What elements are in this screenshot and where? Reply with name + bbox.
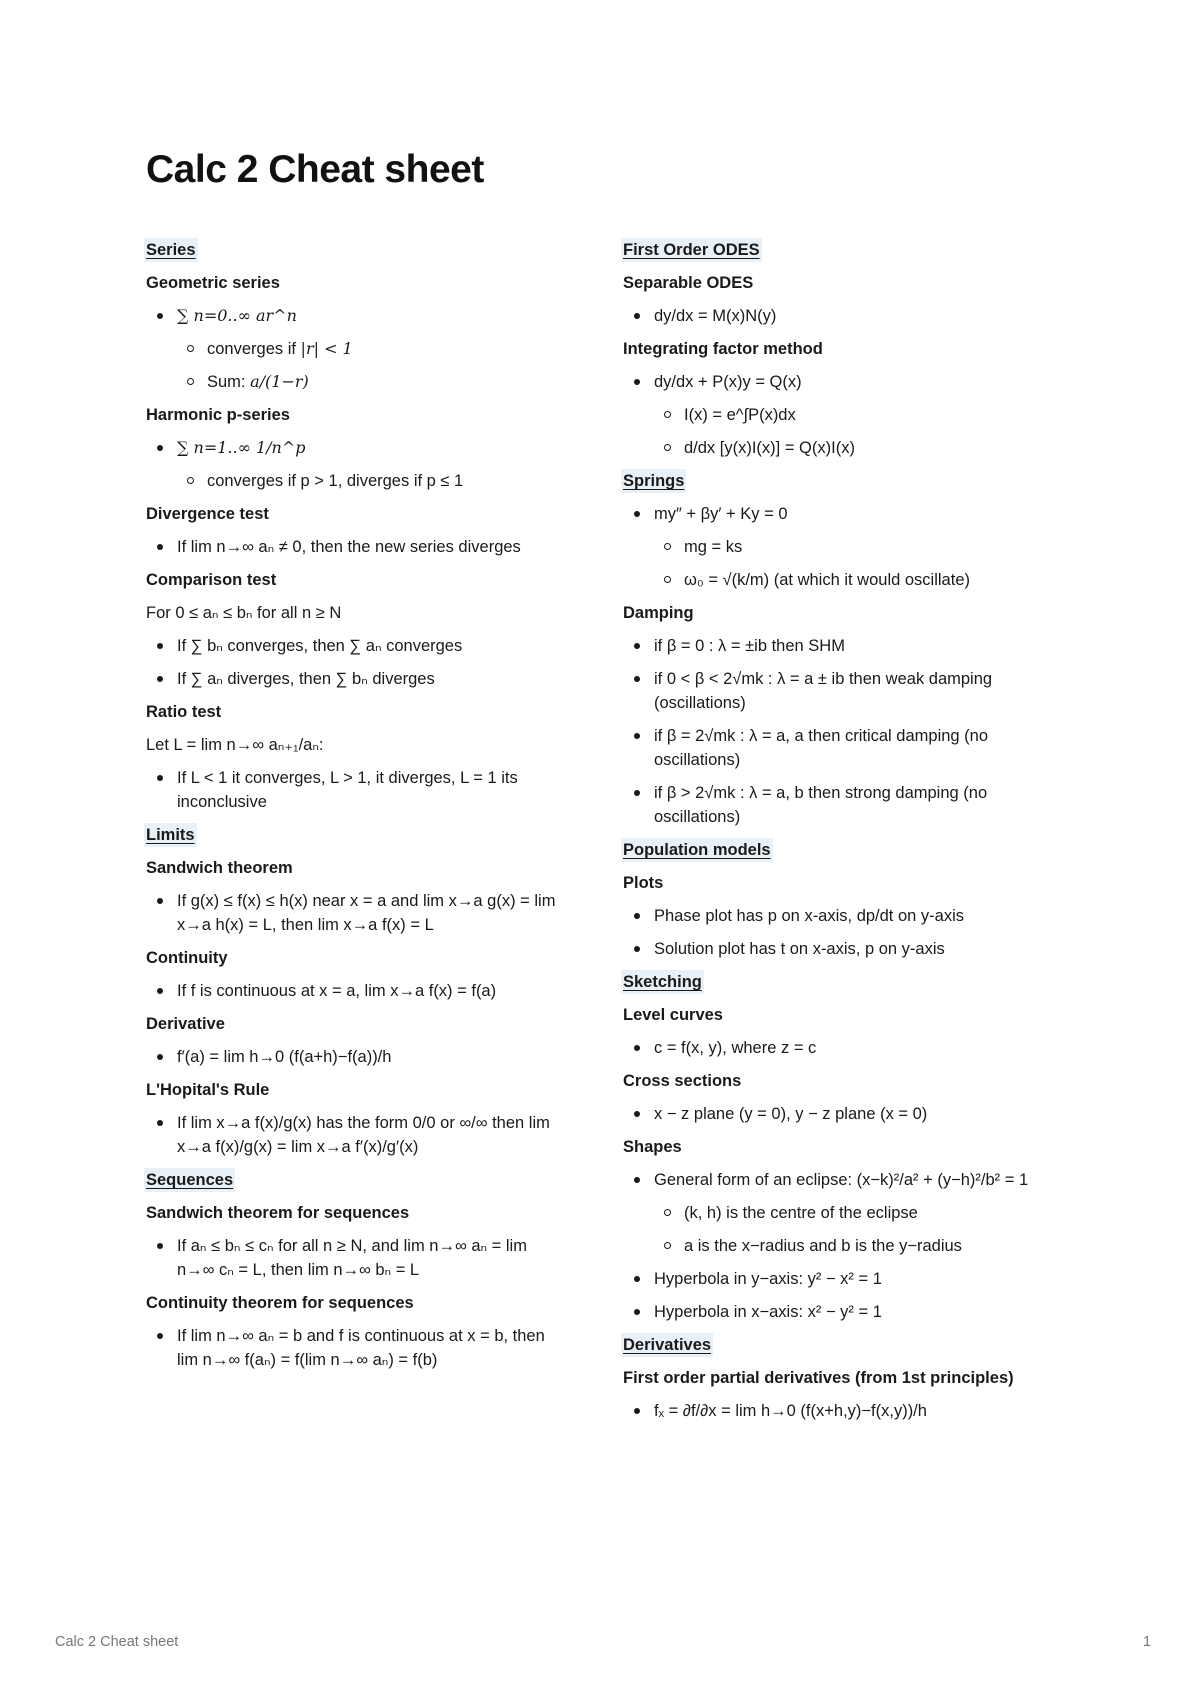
subheading: Cross sections xyxy=(623,1072,742,1090)
hollow-bullet-icon xyxy=(664,444,671,451)
bullet-icon xyxy=(634,511,640,517)
page-title: Calc 2 Cheat sheet xyxy=(146,148,484,191)
bullet-icon xyxy=(634,733,640,739)
subheading: Continuity theorem for sequences xyxy=(146,1294,414,1312)
sub-bullet-item xyxy=(623,436,1063,460)
bullet-icon xyxy=(157,676,163,682)
item-text: mg = ks xyxy=(684,538,743,556)
item-text: If L < 1 it converges, L > 1, it diverges, L = 1 its inconclusive xyxy=(177,769,518,811)
hollow-bullet-icon xyxy=(187,345,194,352)
bullet-item xyxy=(623,937,1063,961)
bullet-icon xyxy=(634,790,640,796)
hollow-bullet-icon xyxy=(664,1242,671,1249)
sub-bullet-item xyxy=(623,403,1063,427)
subheading: Damping xyxy=(623,604,694,622)
section-heading: Population models xyxy=(621,838,773,862)
bullet-item xyxy=(146,766,566,814)
bullet-icon xyxy=(634,379,640,385)
subheading: Comparison test xyxy=(146,571,277,589)
subheading: Separable ODES xyxy=(623,274,754,292)
bullet-icon xyxy=(157,775,163,781)
section-heading: Springs xyxy=(621,469,686,493)
bullet-icon xyxy=(157,1120,163,1126)
bullet-icon xyxy=(634,1408,640,1414)
hollow-bullet-icon xyxy=(664,1209,671,1216)
item-text: If aₙ ≤ bₙ ≤ cₙ for all n ≥ N, and lim n→∞ aₙ = lim n→∞ cₙ = L, then lim n→∞ bₙ = L xyxy=(177,1237,527,1279)
item-text: fₓ = ∂f/∂x = lim h→0 (f(x+h,y)−f(x,y))/h xyxy=(654,1402,927,1420)
sub-bullet-item xyxy=(146,469,566,493)
bullet-item xyxy=(146,304,566,328)
item-text: Hyperbola in x−axis: x² − y² = 1 xyxy=(654,1303,882,1321)
paragraph: For 0 ≤ aₙ ≤ bₙ for all n ≥ N xyxy=(146,604,342,622)
bullet-icon xyxy=(157,445,163,451)
bullet-icon xyxy=(157,313,163,319)
bullet-icon xyxy=(157,1243,163,1249)
bullet-item xyxy=(146,889,566,937)
subheading: Ratio test xyxy=(146,703,222,721)
subheading: L'Hopital's Rule xyxy=(146,1081,270,1099)
item-text: converges if xyxy=(207,340,301,358)
item-text: f′(a) = lim h→0 (f(a+h)−f(a))/h xyxy=(177,1048,392,1066)
item-text: if β = 2√mk : λ = a, a then critical damping (no oscillations) xyxy=(654,727,989,769)
subheading: Level curves xyxy=(623,1006,723,1024)
bullet-item xyxy=(146,1045,566,1069)
bullet-item xyxy=(623,1267,1063,1291)
item-text: If ∑ aₙ diverges, then ∑ bₙ diverges xyxy=(177,670,435,688)
section-heading: Sketching xyxy=(621,970,704,994)
hollow-bullet-icon xyxy=(664,543,671,550)
footer-title: Calc 2 Cheat sheet xyxy=(55,1634,179,1650)
item-text: if β > 2√mk : λ = a, b then strong damping (no oscillations) xyxy=(654,784,988,826)
item-text: If lim n→∞ aₙ ≠ 0, then the new series diverges xyxy=(177,538,521,556)
item-text: c = f(x, y), where z = c xyxy=(654,1039,817,1057)
bullet-icon xyxy=(634,313,640,319)
hollow-bullet-icon xyxy=(187,477,194,484)
bullet-item xyxy=(623,1300,1063,1324)
bullet-icon xyxy=(634,946,640,952)
item-text: Solution plot has t on x-axis, p on y-axis xyxy=(654,940,945,958)
bullet-item xyxy=(623,1036,1063,1060)
hollow-bullet-icon xyxy=(664,576,671,583)
item-text: dy/dx = M(x)N(y) xyxy=(654,307,777,325)
subheading: Plots xyxy=(623,874,664,892)
subheading: Continuity xyxy=(146,949,228,967)
bullet-item xyxy=(623,1168,1063,1192)
bullet-icon xyxy=(634,1111,640,1117)
subheading: Integrating factor method xyxy=(623,340,823,358)
bullet-icon xyxy=(634,1177,640,1183)
subheading: Geometric series xyxy=(146,274,280,292)
bullet-item xyxy=(146,667,566,691)
item-text: If f is continuous at x = a, lim x→a f(x) = f(a) xyxy=(177,982,497,1000)
section-heading: Series xyxy=(144,238,198,262)
item-text: a is the x−radius and b is the y−radius xyxy=(684,1237,962,1255)
hollow-bullet-icon xyxy=(187,378,194,385)
item-text: Hyperbola in y−axis: y² − x² = 1 xyxy=(654,1270,882,1288)
right-column xyxy=(623,238,1063,1432)
bullet-item xyxy=(623,781,1063,829)
hollow-bullet-icon xyxy=(664,411,671,418)
bullet-item xyxy=(146,1234,566,1282)
sub-bullet-item xyxy=(623,568,1063,592)
math-expression: |r| < 1 xyxy=(300,339,353,358)
subheading: Shapes xyxy=(623,1138,682,1156)
bullet-item xyxy=(146,1111,566,1159)
bullet-icon xyxy=(634,1045,640,1051)
bullet-item xyxy=(623,502,1063,526)
bullet-icon xyxy=(634,643,640,649)
bullet-item xyxy=(623,1102,1063,1126)
math-expression: a/(1−r) xyxy=(250,372,309,391)
item-text: x − z plane (y = 0), y − z plane (x = 0) xyxy=(654,1105,928,1123)
paragraph: Let L = lim n→∞ aₙ₊₁/aₙ: xyxy=(146,736,324,754)
item-text: If lim x→a f(x)/g(x) has the form 0/0 or ∞/∞ then lim x→a f(x)/g(x) = lim x→a f′(x)/g′(x) xyxy=(177,1114,550,1156)
subheading: Harmonic p-series xyxy=(146,406,290,424)
item-text: General form of an eclipse: (x−k)²/a² + (y−h)²/b² = 1 xyxy=(654,1171,1029,1189)
bullet-icon xyxy=(157,898,163,904)
item-text: Phase plot has p on x-axis, dp/dt on y-axis xyxy=(654,907,965,925)
bullet-item xyxy=(146,436,566,460)
section-heading: Sequences xyxy=(144,1168,235,1192)
subheading: Sandwich theorem xyxy=(146,859,293,877)
math-expression: ∑ n=1..∞ 1/n^p xyxy=(177,438,306,457)
bullet-item xyxy=(623,724,1063,772)
item-text: If ∑ bₙ converges, then ∑ aₙ converges xyxy=(177,637,463,655)
bullet-icon xyxy=(157,1333,163,1339)
math-expression: ∑ n=0..∞ ar^n xyxy=(177,306,297,325)
bullet-item xyxy=(623,304,1063,328)
item-text: converges if p > 1, diverges if p ≤ 1 xyxy=(207,472,464,490)
subheading: Divergence test xyxy=(146,505,269,523)
sub-bullet-item xyxy=(623,1201,1063,1225)
item-text: Sum: xyxy=(207,373,251,391)
subheading: First order partial derivatives (from 1st principles) xyxy=(623,1369,1014,1387)
section-heading: First Order ODES xyxy=(621,238,762,262)
subheading: Sandwich theorem for sequences xyxy=(146,1204,410,1222)
subheading: Derivative xyxy=(146,1015,225,1033)
bullet-item xyxy=(623,904,1063,928)
bullet-item xyxy=(623,667,1063,715)
sub-bullet-item xyxy=(146,337,566,361)
page-number: 1 xyxy=(1143,1634,1152,1650)
item-text: If g(x) ≤ f(x) ≤ h(x) near x = a and lim x→a g(x) = lim x→a h(x) = L, then lim x→a f(x) = L xyxy=(177,892,556,934)
left-column xyxy=(146,238,566,1381)
item-text: if β = 0 : λ = ±ib then SHM xyxy=(654,637,845,655)
item-text: If lim n→∞ aₙ = b and f is continuous at x = b, then lim n→∞ f(aₙ) = f(lim n→∞ aₙ) = f(b) xyxy=(177,1327,545,1369)
bullet-icon xyxy=(634,1309,640,1315)
bullet-icon xyxy=(157,988,163,994)
item-text: if 0 < β < 2√mk : λ = a ± ib then weak damping (oscillations) xyxy=(654,670,993,712)
bullet-item xyxy=(146,535,566,559)
sub-bullet-item xyxy=(146,370,566,394)
item-text: my″ + βy′ + Ky = 0 xyxy=(654,505,788,523)
bullet-item xyxy=(623,634,1063,658)
sub-bullet-item xyxy=(623,1234,1063,1258)
bullet-icon xyxy=(634,676,640,682)
bullet-icon xyxy=(157,544,163,550)
item-text: I(x) = e^∫P(x)dx xyxy=(684,406,796,424)
bullet-item xyxy=(623,1399,1063,1423)
bullet-item xyxy=(623,370,1063,394)
bullet-item xyxy=(146,634,566,658)
bullet-icon xyxy=(634,913,640,919)
item-text: dy/dx + P(x)y = Q(x) xyxy=(654,373,802,391)
bullet-item xyxy=(146,979,566,1003)
item-text: ω₀ = √(k/m) (at which it would oscillate) xyxy=(684,571,970,589)
item-text: (k, h) is the centre of the eclipse xyxy=(684,1204,918,1222)
bullet-item xyxy=(146,1324,566,1372)
section-heading: Limits xyxy=(144,823,197,847)
section-heading: Derivatives xyxy=(621,1333,713,1357)
bullet-icon xyxy=(157,643,163,649)
bullet-icon xyxy=(634,1276,640,1282)
bullet-icon xyxy=(157,1054,163,1060)
item-text: d/dx [y(x)I(x)] = Q(x)I(x) xyxy=(684,439,855,457)
sub-bullet-item xyxy=(623,535,1063,559)
